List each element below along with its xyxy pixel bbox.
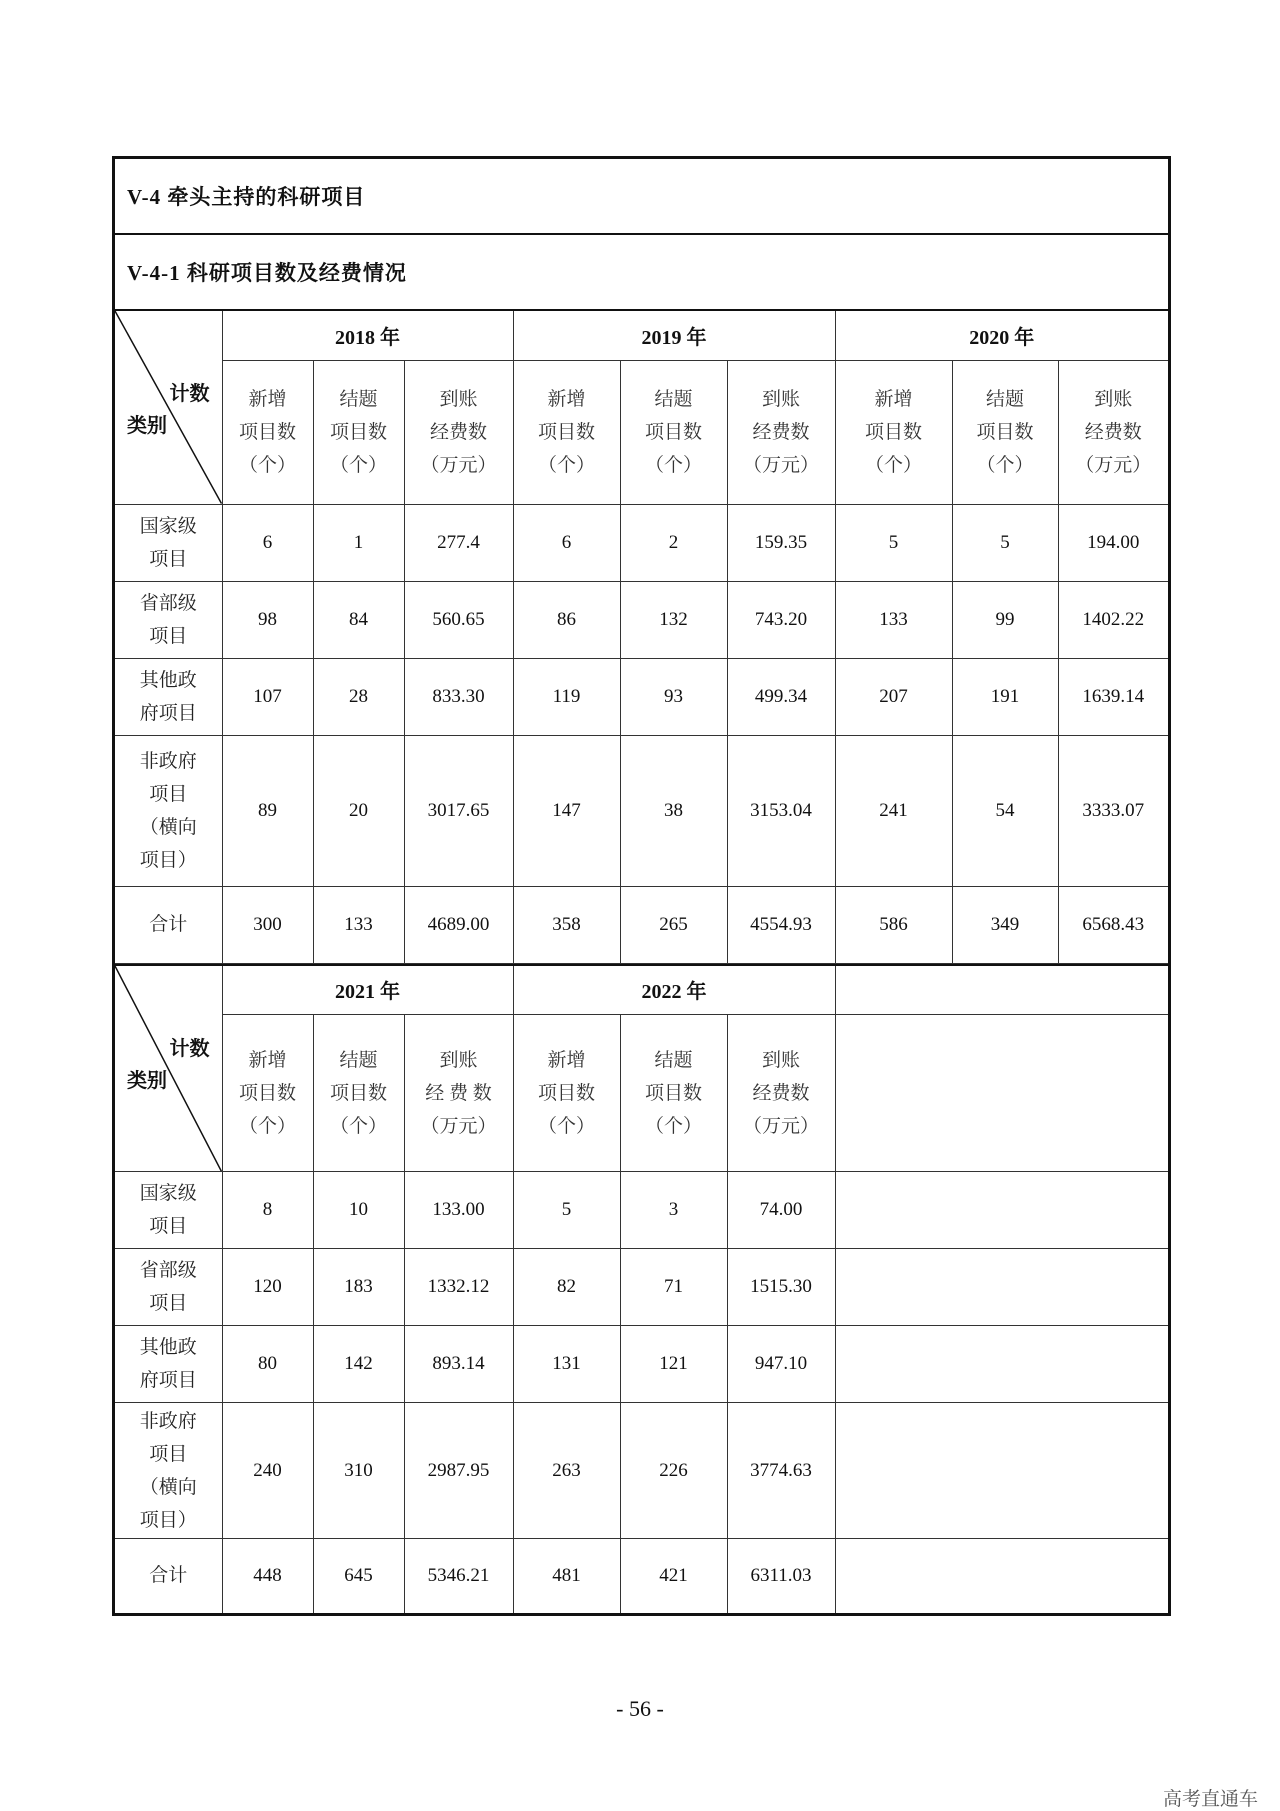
empty-cell: [835, 1403, 1168, 1539]
data-cell: 6568.43: [1058, 886, 1168, 963]
data-cell: 10: [313, 1172, 404, 1249]
data-cell: 86: [513, 581, 620, 658]
table-row: [115, 581, 1168, 658]
funding-table-2021-2022: [115, 964, 1168, 1613]
data-cell: 99: [952, 581, 1058, 658]
empty-cell: [835, 1015, 1168, 1172]
data-cell: 1: [313, 504, 404, 581]
year-header: 2019 年: [513, 311, 835, 360]
empty-cell: [835, 1326, 1168, 1403]
category-cell: 合计: [115, 1539, 222, 1613]
data-cell: 241: [835, 735, 952, 886]
data-cell: 3017.65: [404, 735, 513, 886]
empty-cell: [835, 1172, 1168, 1249]
watermark-text: 高考直通车: [1162, 1788, 1258, 1810]
data-cell: 947.10: [727, 1326, 835, 1403]
data-cell: 277.4: [404, 504, 513, 581]
column-header-row: [115, 360, 1168, 504]
column-header: 结题 项目数 （个）: [313, 1015, 404, 1172]
data-cell: 300: [222, 886, 313, 963]
category-cell: 国家级 项目: [115, 1172, 222, 1249]
data-cell: 20: [313, 735, 404, 886]
column-header: 到账 经 费 数 （万元）: [404, 1015, 513, 1172]
data-cell: 240: [222, 1403, 313, 1539]
data-cell: 4689.00: [404, 886, 513, 963]
data-cell: 74.00: [727, 1172, 835, 1249]
table-row-total: [115, 1539, 1168, 1613]
year-header: 2018 年: [222, 311, 513, 360]
data-cell: 226: [620, 1403, 727, 1539]
data-cell: 8: [222, 1172, 313, 1249]
diagonal-header-cell: [115, 965, 222, 1172]
category-cell: 国家级 项目: [115, 504, 222, 581]
data-cell: 1332.12: [404, 1249, 513, 1326]
year-header: 2020 年: [835, 311, 1168, 360]
data-cell: 5: [952, 504, 1058, 581]
data-cell: 263: [513, 1403, 620, 1539]
column-header: 结题 项目数 （个）: [952, 360, 1058, 504]
count-label: 计数: [169, 1037, 210, 1060]
data-cell: 133.00: [404, 1172, 513, 1249]
section-title: V-4 牵头主持的科研项目: [115, 159, 1168, 235]
data-cell: 448: [222, 1539, 313, 1613]
data-cell: 893.14: [404, 1326, 513, 1403]
empty-cell: [835, 1249, 1168, 1326]
data-cell: 358: [513, 886, 620, 963]
data-cell: 265: [620, 886, 727, 963]
data-cell: 183: [313, 1249, 404, 1326]
column-header: 到账 经费数 （万元）: [727, 360, 835, 504]
data-cell: 98: [222, 581, 313, 658]
data-cell: 5: [513, 1172, 620, 1249]
table-row: [115, 1172, 1168, 1249]
diagonal-line: [115, 311, 222, 504]
subsection-title: V-4-1 科研项目数及经费情况: [115, 235, 1168, 311]
data-cell: 71: [620, 1249, 727, 1326]
data-cell: 54: [952, 735, 1058, 886]
data-cell: 5: [835, 504, 952, 581]
data-cell: 3: [620, 1172, 727, 1249]
column-header: 新增 项目数 （个）: [222, 1015, 313, 1172]
data-cell: 481: [513, 1539, 620, 1613]
data-cell: 38: [620, 735, 727, 886]
data-cell: 499.34: [727, 658, 835, 735]
table-row: [115, 1326, 1168, 1403]
data-cell: 1402.22: [1058, 581, 1168, 658]
column-header: 结题 项目数 （个）: [313, 360, 404, 504]
column-header: 到账 经费数 （万元）: [404, 360, 513, 504]
data-cell: 310: [313, 1403, 404, 1539]
data-cell: 147: [513, 735, 620, 886]
column-header: 到账 经费数 （万元）: [727, 1015, 835, 1172]
data-cell: 3774.63: [727, 1403, 835, 1539]
data-cell: 645: [313, 1539, 404, 1613]
data-cell: 133: [313, 886, 404, 963]
year-header: 2021 年: [222, 965, 513, 1015]
category-cell: 非政府 项目 （横向 项目）: [115, 735, 222, 886]
data-cell: 207: [835, 658, 952, 735]
column-header-row: [115, 1015, 1168, 1172]
data-cell: 191: [952, 658, 1058, 735]
data-cell: 4554.93: [727, 886, 835, 963]
column-header: 新增 项目数 （个）: [513, 360, 620, 504]
category-cell: 合计: [115, 886, 222, 963]
page-number: - 56 -: [616, 1696, 664, 1721]
data-cell: 194.00: [1058, 504, 1168, 581]
table-row: [115, 1249, 1168, 1326]
data-cell: 89: [222, 735, 313, 886]
table-row: [115, 504, 1168, 581]
data-cell: 6: [222, 504, 313, 581]
data-cell: 3333.07: [1058, 735, 1168, 886]
data-cell: 93: [620, 658, 727, 735]
data-cell: 84: [313, 581, 404, 658]
data-cell: 133: [835, 581, 952, 658]
count-label: 计数: [169, 383, 210, 405]
column-header: 到账 经费数 （万元）: [1058, 360, 1168, 504]
category-label: 类别: [127, 415, 167, 437]
category-label: 类别: [127, 1069, 167, 1092]
table-frame: [112, 156, 1171, 1616]
category-cell: 其他政 府项目: [115, 1326, 222, 1403]
column-header: 新增 项目数 （个）: [222, 360, 313, 504]
data-cell: 349: [952, 886, 1058, 963]
category-cell: 其他政 府项目: [115, 658, 222, 735]
data-cell: 82: [513, 1249, 620, 1326]
data-cell: 2: [620, 504, 727, 581]
data-cell: 80: [222, 1326, 313, 1403]
data-cell: 5346.21: [404, 1539, 513, 1613]
data-cell: 6311.03: [727, 1539, 835, 1613]
data-cell: 421: [620, 1539, 727, 1613]
data-cell: 107: [222, 658, 313, 735]
data-cell: 119: [513, 658, 620, 735]
year-header: 2022 年: [513, 965, 835, 1015]
data-cell: 120: [222, 1249, 313, 1326]
data-cell: 28: [313, 658, 404, 735]
category-cell: 省部级 项目: [115, 581, 222, 658]
data-cell: 6: [513, 504, 620, 581]
data-cell: 121: [620, 1326, 727, 1403]
data-cell: 586: [835, 886, 952, 963]
table-row-total: [115, 886, 1168, 963]
category-cell: 非政府 项目 （横向 项目）: [115, 1403, 222, 1539]
data-cell: 3153.04: [727, 735, 835, 886]
empty-cell: [835, 1539, 1168, 1613]
table-row: [115, 1403, 1168, 1539]
column-header: 新增 项目数 （个）: [513, 1015, 620, 1172]
data-cell: 833.30: [404, 658, 513, 735]
table-row: [115, 658, 1168, 735]
data-cell: 1639.14: [1058, 658, 1168, 735]
table-row: [115, 735, 1168, 886]
data-cell: 1515.30: [727, 1249, 835, 1326]
column-header: 结题 项目数 （个）: [620, 1015, 727, 1172]
funding-table-2018-2020: [115, 311, 1168, 964]
category-cell: 省部级 项目: [115, 1249, 222, 1326]
column-header: 结题 项目数 （个）: [620, 360, 727, 504]
data-cell: 2987.95: [404, 1403, 513, 1539]
data-cell: 142: [313, 1326, 404, 1403]
diagonal-header-cell: [115, 311, 222, 504]
data-cell: 560.65: [404, 581, 513, 658]
column-header: 新增 项目数 （个）: [835, 360, 952, 504]
data-cell: 743.20: [727, 581, 835, 658]
data-cell: 159.35: [727, 504, 835, 581]
data-cell: 132: [620, 581, 727, 658]
data-cell: 131: [513, 1326, 620, 1403]
empty-cell: [835, 965, 1168, 1015]
